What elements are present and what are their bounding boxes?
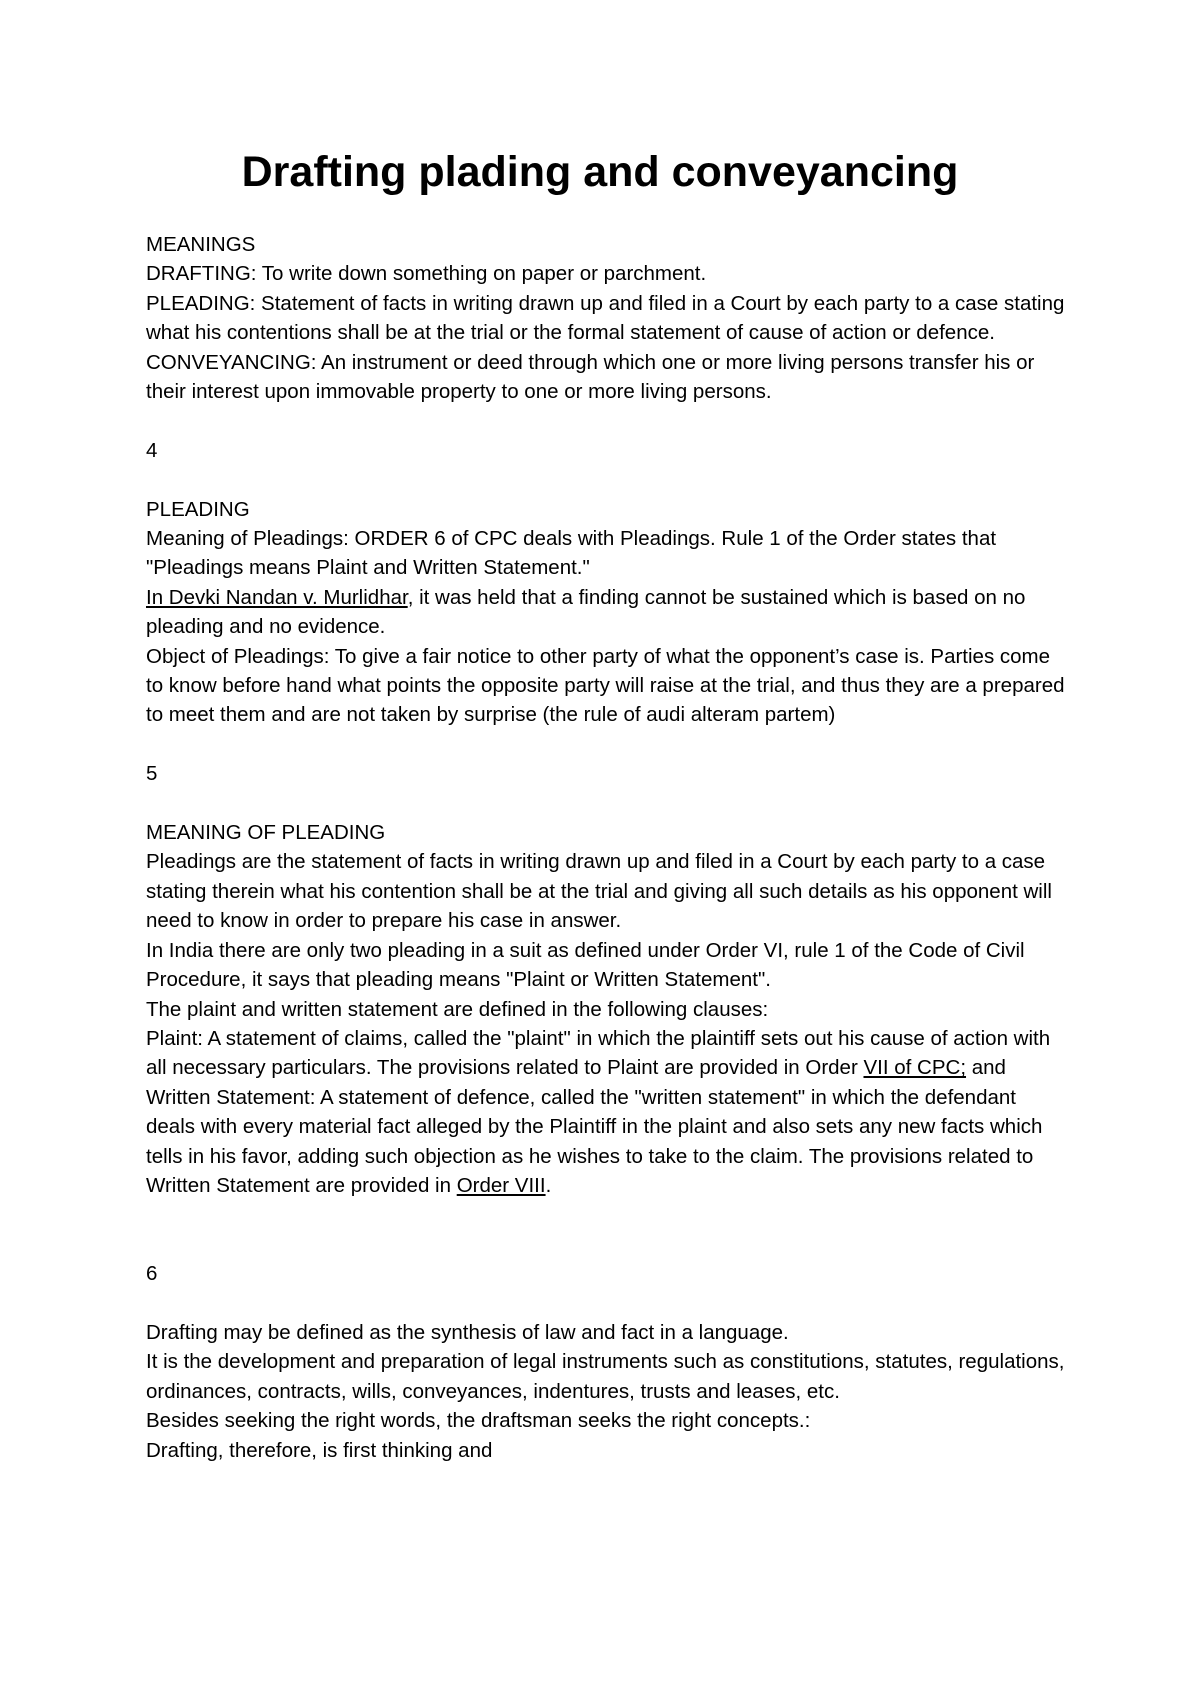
case-holding: , it was held that a finding cannot be sustained which is based on no pleading and no evidence.: [146, 585, 1026, 639]
document-title: Drafting plading and conveyancing: [241, 148, 959, 196]
india-pleadings-paragraph: In India there are only two pleading in a suit as defined under Order VI, rule 1 of the Code of Civil Procedure, it says that pleading means "Plaint or Written Statement".: [146, 938, 1025, 992]
pleading-definition: PLEADING: Statement of facts in writing drawn up and filed in a Court by each party to a case stating what his contentions shall be at the trial or the formal statement of cause of action or defence.: [146, 291, 1065, 345]
section-number-5: 5: [146, 762, 158, 786]
pleadings-paragraph: Pleadings are the statement of facts in writing drawn up and filed in a Court by each party to a case stating therein what his contention shall be at the trial and giving all such details as his opponent will need to know in order to prepare his case in answer.: [146, 850, 1052, 933]
meanings-heading: MEANINGS: [146, 233, 256, 256]
written-statement-definition: [146, 1083, 1066, 1201]
conveyancing-definition: CONVEYANCING: An instrument or deed through which one or more living persons transfer his or their interest upon immovable property to one or more living persons.: [146, 350, 1035, 404]
case-reference: [146, 583, 1066, 642]
section-number-6: 6: [146, 1262, 158, 1286]
document-body: [146, 230, 1066, 1465]
pleadings-object: Object of Pleadings: To give a fair notice to other party of what the opponent’s case is. Parties come to know before hand what points the opposite party will raise at the trial, and thus they are a prepared to meet them and are not taken by surprise (the rule of audi alteram partem): [146, 644, 1065, 727]
drafting-definition: DRAFTING: To write down something on paper or parchment.: [146, 262, 707, 286]
plaint-text: Plaint: A statement of claims, called the "plaint" in which the plaintiff sets out his cause of action with all necessary particulars. The provisions related to Plaint are provided in Order: [146, 1026, 1051, 1080]
clauses-intro: The plaint and written statement are defined in the following clauses:: [146, 997, 769, 1021]
case-name-link[interactable]: In Devki Nandan v. Murlidhar: [146, 585, 408, 609]
pleading-heading: PLEADING: [146, 497, 250, 521]
plaint-definition: [146, 1024, 1066, 1083]
drafting-concepts: Besides seeking the right words, the draftsman seeks the right concepts.:: [146, 1409, 811, 1433]
plaint-end: and: [966, 1056, 1006, 1080]
drafting-instruments: It is the development and preparation of legal instruments such as constitutions, statutes, regulations, ordinances, contracts, wills, conveyances, indentures, trusts and leases, etc.: [146, 1350, 1065, 1403]
meaning-of-pleading-heading: MEANING OF PLEADING: [146, 821, 386, 845]
drafting-thinking: Drafting, therefore, is first thinking and: [146, 1438, 493, 1462]
pleadings-meaning: Meaning of Pleadings: ORDER 6 of CPC deals with Pleadings. Rule 1 of the Order states that "Pleadings means Plaint and Written Statement.": [146, 527, 997, 580]
order-viii-link[interactable]: Order VIII: [456, 1173, 546, 1197]
section-number-4: 4: [146, 438, 158, 462]
written-statement-text: Written Statement: A statement of defence, called the "written statement" in which the defendant deals with every material fact alleged by the Plaintiff in the plaint and also sets any new facts which tells in his favor, adding such objection as he wishes to take to the claim. The provisions related to Written Statement are provided in: [146, 1085, 1043, 1197]
order-vii-link[interactable]: VII of CPC;: [863, 1056, 967, 1080]
written-statement-end: .: [545, 1173, 552, 1197]
drafting-synthesis: Drafting may be defined as the synthesis of law and fact in a language.: [146, 1320, 789, 1344]
